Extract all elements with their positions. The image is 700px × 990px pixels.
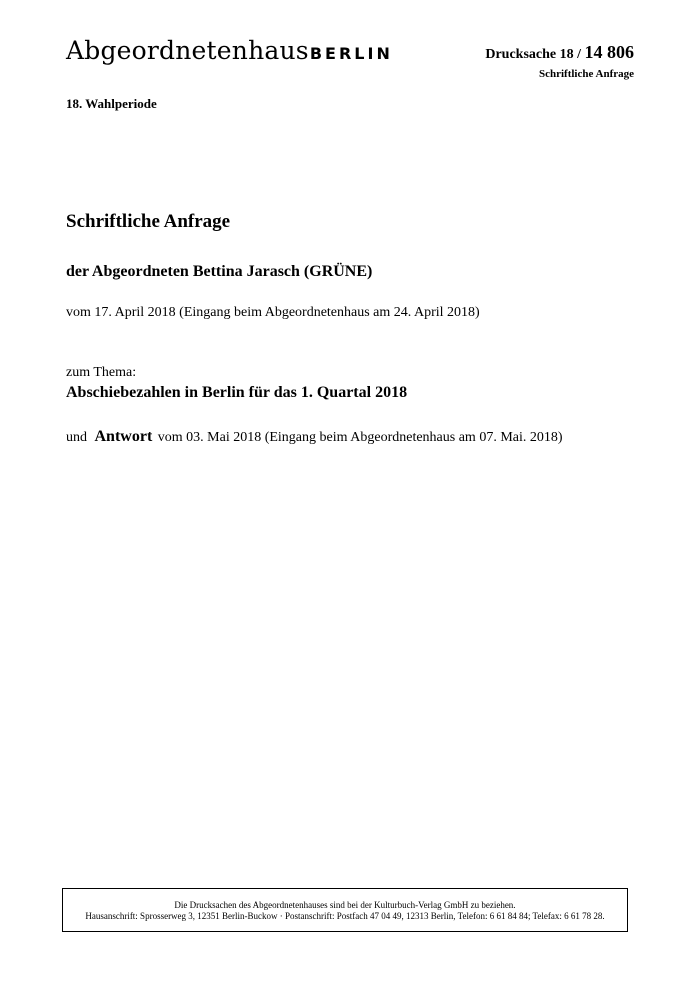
drucksache-block: [485, 42, 634, 80]
request-date-line: vom 17. April 2018 (Eingang beim Abgeordnetenhaus am 24. April 2018): [66, 305, 480, 320]
topic-label: zum Thema:: [66, 365, 137, 380]
answer-word: Antwort: [94, 428, 153, 445]
author-line: der Abgeordneten Bettina Jarasch (GRÜNE): [66, 263, 373, 280]
topic-title: Abschiebezahlen in Berlin für das 1. Quartal 2018: [66, 384, 408, 401]
footer-line-2: Hausanschrift: Sprosserweg 3, 12351 Berlin-Buckow · Postanschrift: Postfach 47 04 49, 12313 Berlin, Telefon: 6 61 84 84; Telefax: 6 61 78 28.: [85, 911, 605, 921]
drucksache-line: [485, 42, 634, 63]
wahlperiode: 18. Wahlperiode: [66, 96, 157, 111]
answer-date: vom 03. Mai 2018 (Eingang beim Abgeordnetenhaus am 07. Mai. 2018): [157, 430, 563, 445]
logo-wordmark: Abgeordnetenhaus: [66, 36, 309, 65]
page-title: Schriftliche Anfrage: [66, 211, 231, 232]
answer-line: [66, 428, 563, 446]
drucksache-prefix: Drucksache 18 /: [485, 47, 581, 62]
answer-prefix: und: [66, 430, 87, 445]
document-type: Schriftliche Anfrage: [538, 68, 634, 80]
drucksache-number: 14 806: [584, 42, 634, 62]
parliament-logo: [66, 36, 393, 65]
footer-line-1: Die Drucksachen des Abgeordnetenhauses sind bei der Kulturbuch-Verlag GmbH zu beziehen.: [174, 900, 516, 910]
footer-box: [62, 888, 628, 932]
logo-city: BERLIN: [309, 44, 393, 63]
